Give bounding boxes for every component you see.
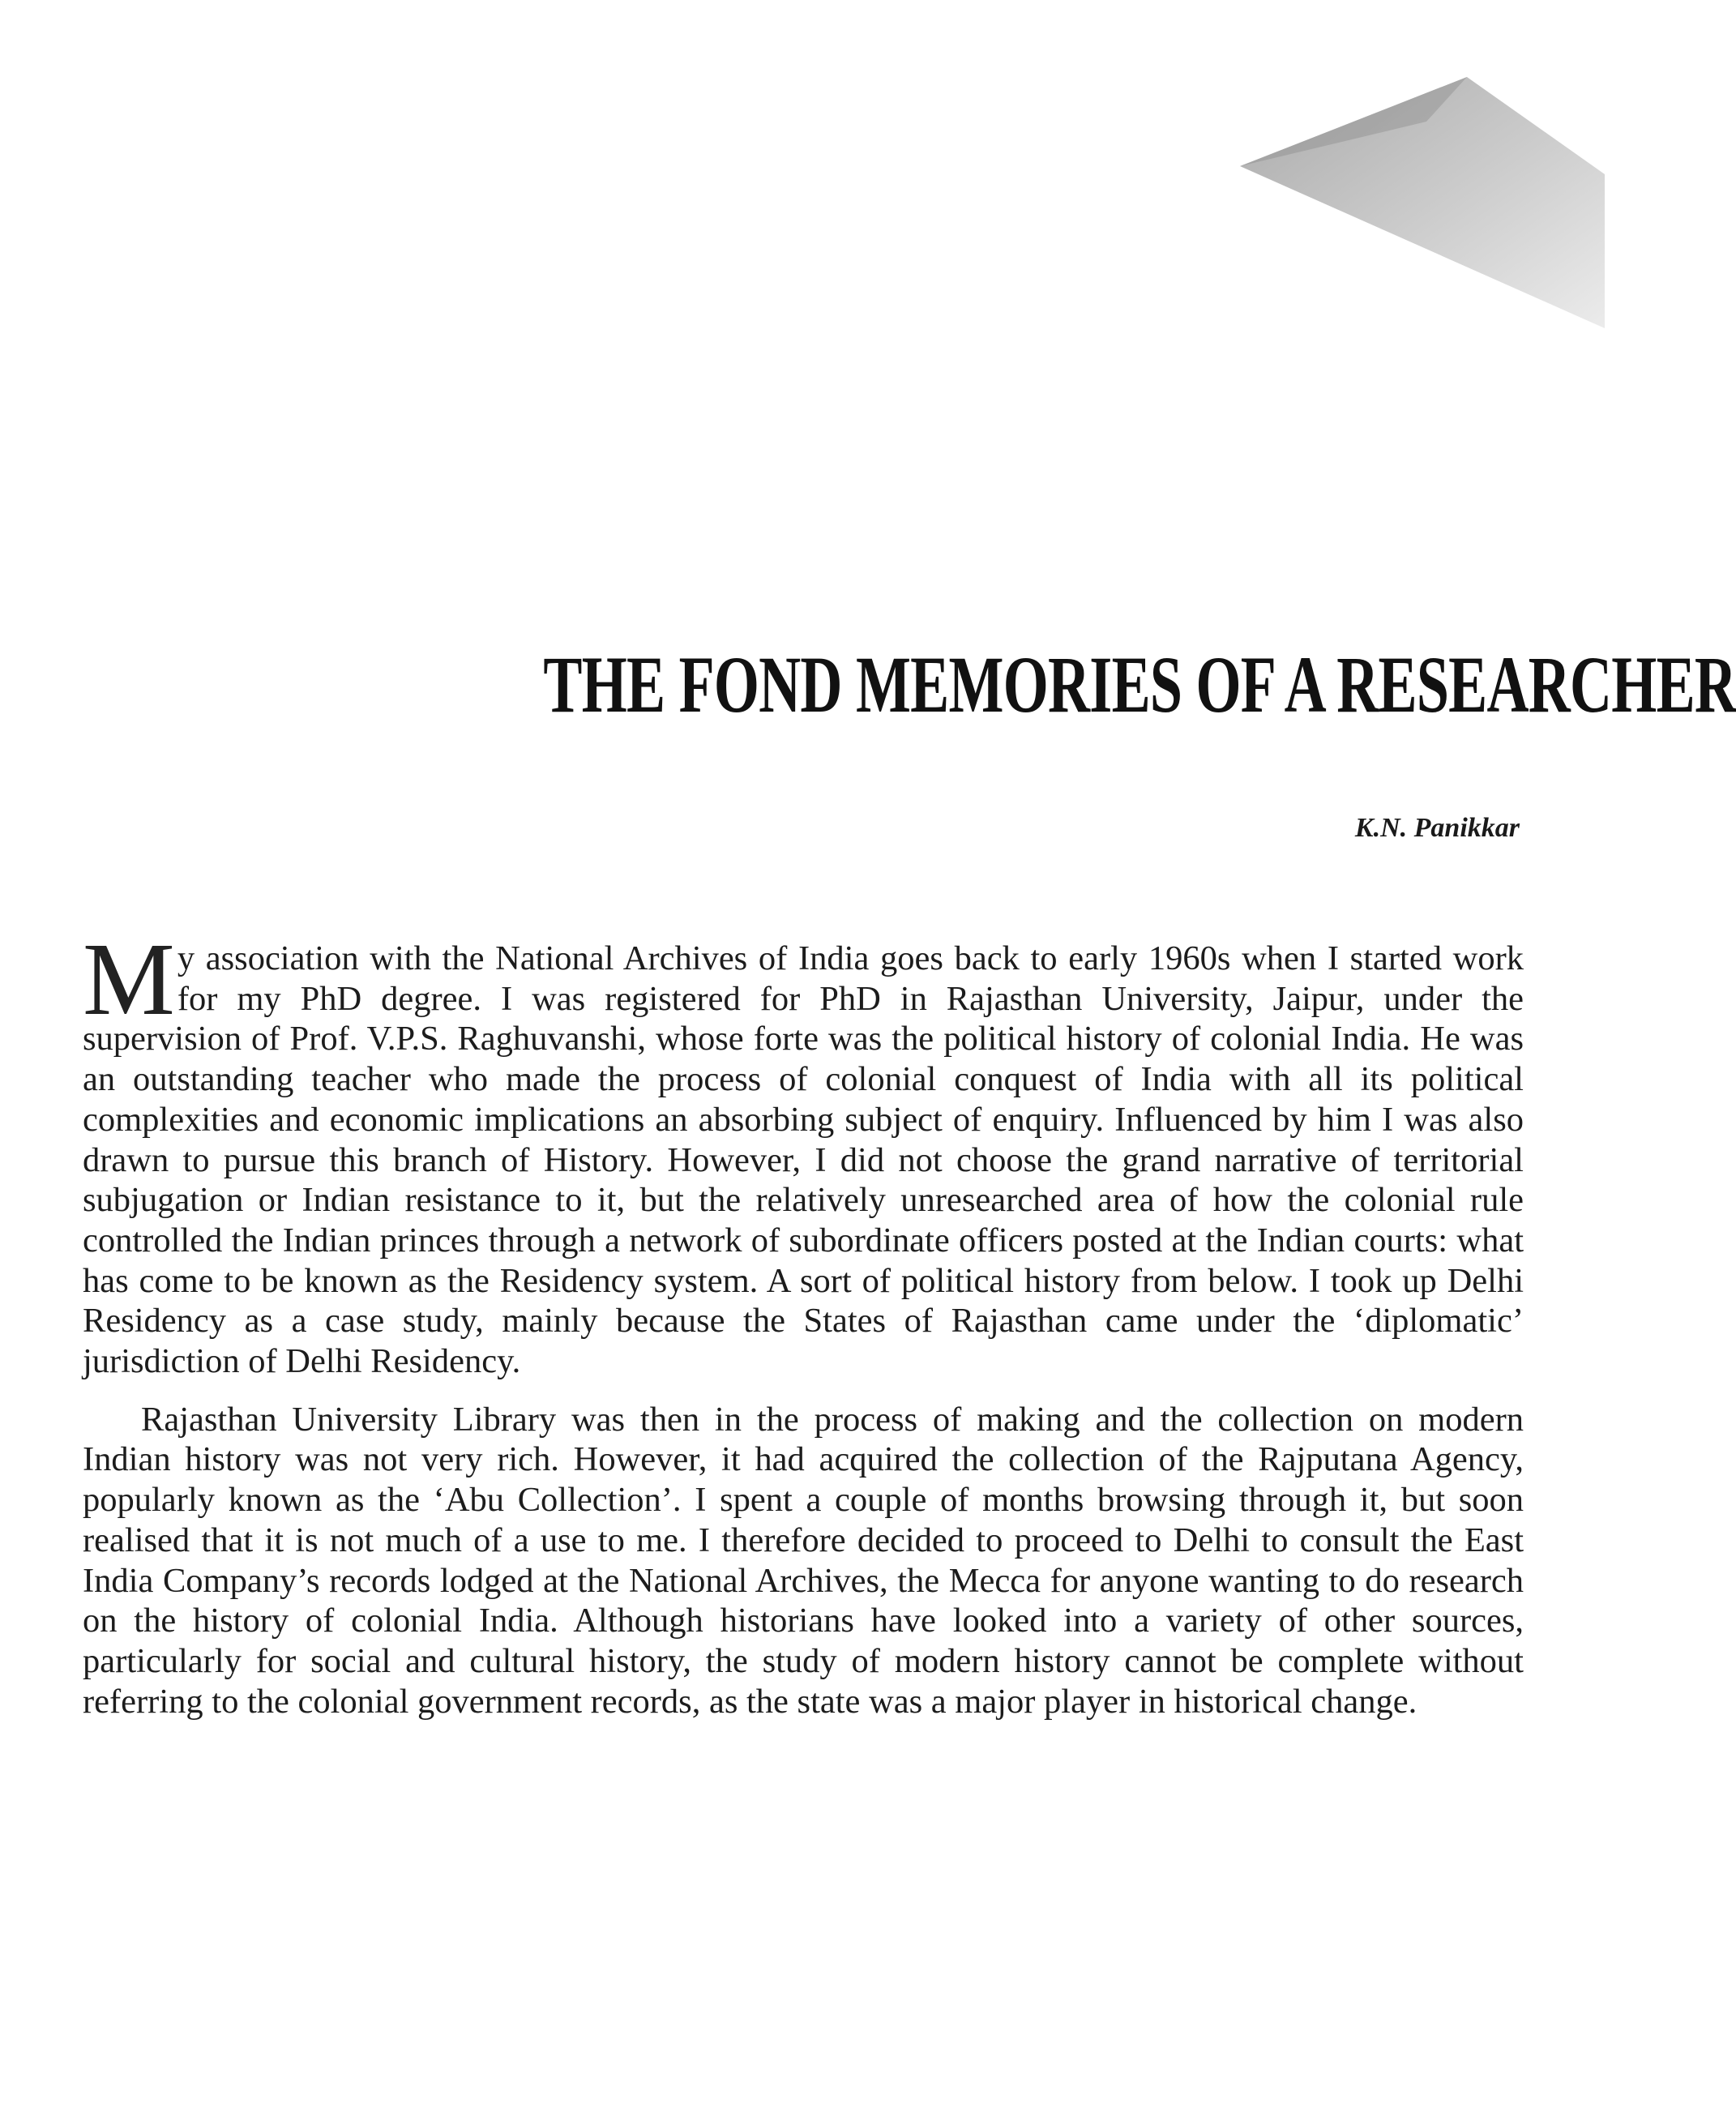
article-body (83, 922, 1524, 1721)
corner-decoration-graphic (0, 0, 1605, 340)
article-paragraph: Rajasthan University Library was then in the process of making and the collection on modern Indian history was not very rich. However, it had acquired the collection of the Rajputana Agency, popularly known as the ‘Abu Collection’. I spent a couple of months browsing through it, but soon realised that it is not much of a use to me. I therefore decided to proceed to Delhi to consult the East India Company’s records lodged at the National Archives, the Mecca for anyone wanting to do research on the history of colonial India. Although historians have looked into a variety of other sources, particularly for social and cultural history, the study of modern history cannot be complete without referring to the colonial government records, as the state was a major player in historical change. (83, 1400, 1524, 1721)
article-paragraph: My association with the National Archives of India goes back to early 1960s when I started work for my PhD degree. I was registered for PhD in Rajasthan University, Jaipur, under the supervision of Prof. V.P.S. Raghuvanshi, whose forte was the political history of colonial India. He was an outstanding teacher who made the process of colonial conquest of India with all its political complexities and economic implications an absorbing subject of enquiry. Influenced by him I was also drawn to pursue this branch of History. However, I did not choose the grand narrative of territorial subjugation or Indian resistance to it, but the relatively unresearched area of how the colonial rule controlled the Indian princes through a network of subordinate officers posted at the Indian courts: what has come to be known as the Residency system. A sort of political history from below. I took up Delhi Residency as a case study, mainly because the States of Rajasthan came under the ‘diplomatic’ jurisdiction of Delhi Residency. (83, 922, 1524, 1381)
article-author: K.N. Panikkar (1354, 813, 1520, 843)
article-title: THE FOND MEMORIES OF A RESEARCHER (543, 639, 1736, 729)
